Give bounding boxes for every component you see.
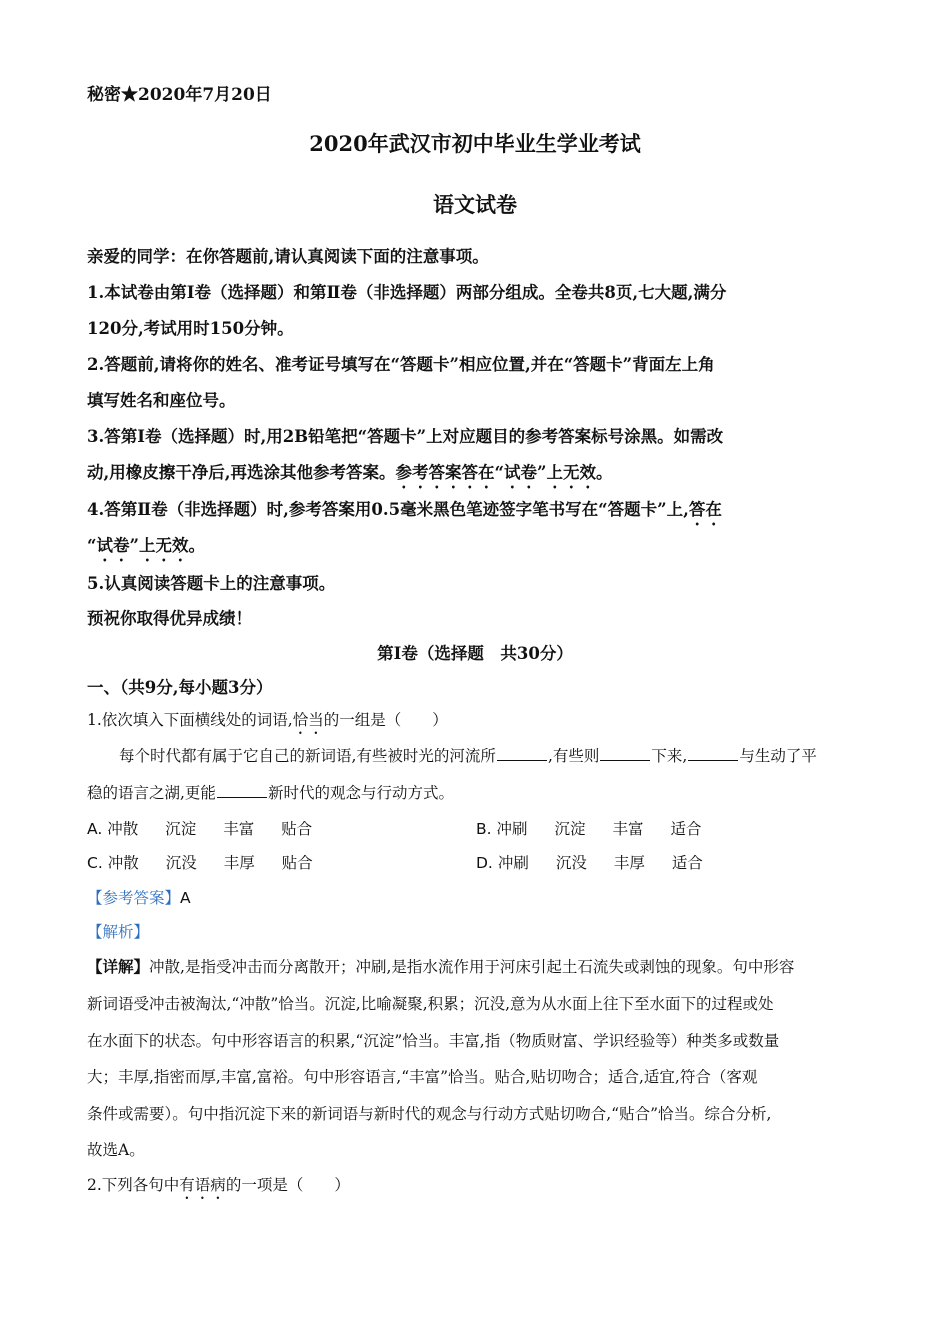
- q2-stem-text: 2.下列各句中: [87, 1176, 180, 1194]
- option-word: 适合: [671, 854, 703, 872]
- section-heading: 第Ⅰ卷（选择题 共30分）: [377, 644, 573, 663]
- q1-option-c: [87, 851, 340, 873]
- q1-blank-3: [688, 759, 738, 761]
- secret-date: 秘密★2020年7月20日: [87, 85, 272, 105]
- q1-passage-text-d: 与生动了平: [739, 747, 817, 765]
- option-word: 丰厚: [223, 854, 255, 872]
- option-label: C.: [87, 854, 103, 872]
- notice-item4-text: 4.答第Ⅱ卷（非选择题）时,参考答案用0.5毫米黑色笔迹签字笔书写在“答题卡”上,: [87, 500, 689, 519]
- notice-item3-line2: [87, 459, 612, 492]
- q2-stem: [87, 1173, 350, 1203]
- detail-text: 冲散,是指受冲击而分离散开；冲刷,是指水流作用于河床引起土石流失或剥蚀的现象。句中形容: [149, 958, 795, 976]
- option-word: 适合: [670, 820, 702, 838]
- q1-detail-line3: 在水面下的状态。句中形容语言的积累,“沉淀”恰当。丰富,指（物质财富、学识经验等）种类多或数量: [87, 1032, 780, 1050]
- notice-intro: 亲爱的同学：在你答题前,请认真阅读下面的注意事项。: [87, 247, 489, 266]
- option-word: 冲刷: [497, 854, 529, 872]
- q1-passage-text-a: 每个时代都有属于它自己的新词语,有些被时光的河流所: [119, 747, 496, 765]
- option-word: 丰富: [612, 820, 644, 838]
- option-word: 沉淀: [165, 820, 197, 838]
- q1-stem: [87, 708, 448, 738]
- q1-detail-line4: 大；丰厚,指密而厚,丰富,富裕。句中形容语言,“丰富”恰当。贴合,贴切吻合；适合,适宜,符合（客观: [87, 1068, 758, 1086]
- q1-passage-text-b: ,有些则: [547, 747, 600, 765]
- q1-passage-line1: [119, 744, 817, 766]
- part-heading: 一、（共9分,每小题3分）: [87, 678, 273, 697]
- notice-item1-line1: 1.本试卷由第Ⅰ卷（选择题）和第Ⅱ卷（非选择题）两部分组成。全卷共8页,七大题,满分: [87, 283, 727, 302]
- q1-blank-1: [497, 759, 547, 761]
- answer-label: 【参考答案】: [87, 889, 181, 907]
- notice-item2-line1: 2.答题前,请将你的姓名、准考证号填写在“答题卡”相应位置,并在“答题卡”背面左上角: [87, 355, 715, 374]
- notice-item4-emphasis: 答在: [688, 500, 722, 519]
- q1-detail-line2: 新词语受冲击被淘汰,“冲散”恰当。沉淀,比喻凝聚,积累；沉没,意为从水面上往下至水面下的过程或处: [87, 995, 774, 1013]
- option-label: B.: [476, 820, 492, 838]
- q1-option-b: [476, 817, 729, 839]
- notice-item3-emphasis: 参考答案答在“试卷”上无效。: [395, 463, 613, 482]
- option-word: 冲散: [107, 820, 139, 838]
- exam-title: 2020年武汉市初中毕业生学业考试: [309, 131, 641, 156]
- q1-answer: [87, 886, 191, 908]
- option-word: 冲散: [107, 854, 139, 872]
- q1-passage-text-e: 稳的语言之湖,更能: [87, 784, 216, 802]
- q1-stem-emphasis: 恰当: [292, 711, 324, 729]
- answer-value: A: [180, 889, 191, 907]
- detail-label: 【详解】: [87, 957, 150, 976]
- notice-item4-line2: [87, 532, 205, 565]
- notice-item3-text: 动,用橡皮擦干净后,再选涂其他参考答案。: [87, 463, 396, 482]
- q1-stem-text: 1.依次填入下面横线处的词语,: [87, 711, 293, 729]
- option-word: 沉没: [165, 854, 197, 872]
- notice-item2-line2: 填写姓名和座位号。: [87, 391, 236, 410]
- option-word: 丰富: [223, 820, 255, 838]
- notice-item4-emphasis-2: “试卷”上无效。: [87, 536, 205, 555]
- notice-item1-line2: 120分,考试用时150分钟。: [87, 319, 294, 338]
- analysis-label: 【解析】: [87, 923, 150, 941]
- q1-option-a: [87, 817, 339, 839]
- option-word: 沉淀: [554, 820, 586, 838]
- option-label: A.: [87, 820, 103, 838]
- q2-stem-tail: 的一项是（ ）: [225, 1176, 350, 1194]
- q1-detail-line1: [87, 955, 794, 977]
- notice-item5: 5.认真阅读答题卡上的注意事项。: [87, 574, 336, 593]
- exam-subtitle: 语文试卷: [433, 192, 517, 217]
- notice-item3-line1: 3.答第Ⅰ卷（选择题）时,用2B铅笔把“答题卡”上对应题目的参考答案标号涂黑。如需改: [87, 427, 724, 446]
- option-word: 丰厚: [613, 854, 645, 872]
- q1-detail-line5: 条件或需要）。句中指沉淀下来的新词语与新时代的观念与行动方式贴切吻合,“贴合”恰当。综合分析,: [87, 1105, 772, 1123]
- option-word: 冲刷: [496, 820, 528, 838]
- q1-blank-4: [217, 796, 267, 798]
- q1-detail-line6: 故选A。: [87, 1141, 145, 1159]
- option-word: 贴合: [281, 820, 313, 838]
- notice-wish: 预祝你取得优异成绩！: [87, 609, 252, 628]
- q1-stem-tail: 的一组是（ ）: [323, 711, 448, 729]
- option-word: 贴合: [281, 854, 313, 872]
- q1-blank-2: [600, 759, 650, 761]
- option-word: 沉没: [555, 854, 587, 872]
- q1-passage-text-c: 下来,: [651, 747, 688, 765]
- option-label: D.: [476, 854, 493, 872]
- notice-item4-line1: [87, 496, 722, 529]
- q1-passage-line2: [87, 781, 454, 803]
- q1-option-d: [476, 851, 730, 873]
- q2-stem-emphasis: 有语病: [179, 1176, 226, 1194]
- q1-passage-text-f: 新时代的观念与行动方式。: [267, 784, 454, 802]
